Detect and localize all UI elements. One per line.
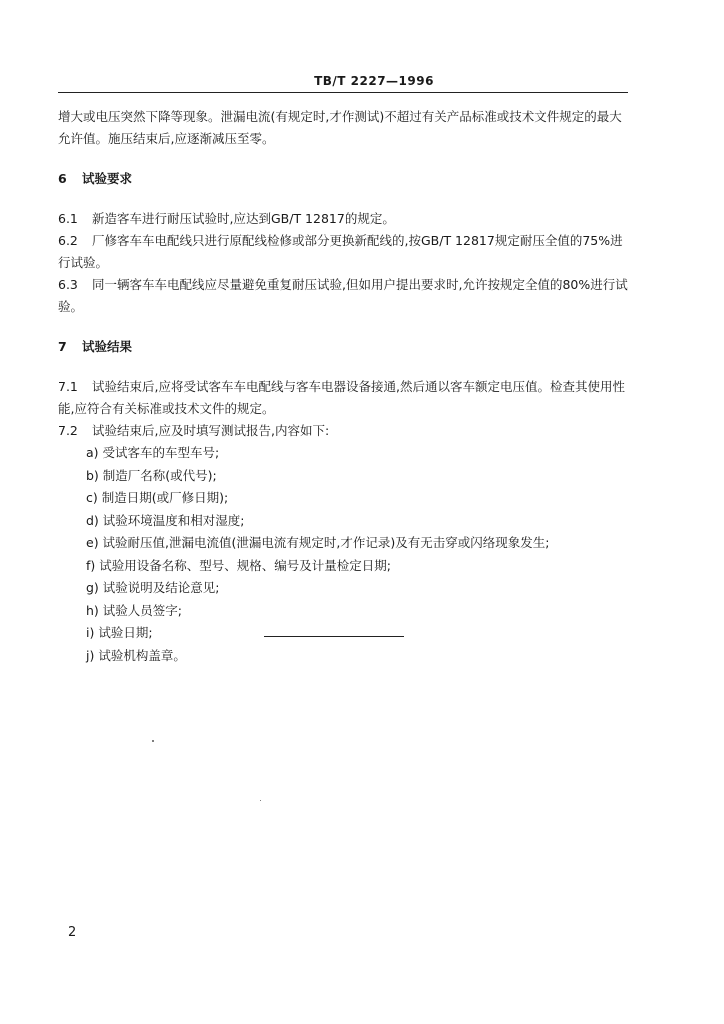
clause-number: 7.1 xyxy=(58,379,78,394)
clause-7-1 xyxy=(58,376,630,420)
scan-speck xyxy=(260,800,261,801)
list-item: c) 制造日期(或厂修日期); xyxy=(86,490,229,505)
scan-speck xyxy=(152,740,154,742)
list-item: i) 试验日期; xyxy=(86,625,153,640)
section-7-heading xyxy=(58,336,630,358)
report-items-list xyxy=(58,442,630,667)
section-6-heading xyxy=(58,168,630,190)
section-7-number: 7 xyxy=(58,339,67,354)
section-gap xyxy=(58,318,630,336)
list-item: e) 试验耐压值,泄漏电流值(泄漏电流有规定时,才作记录)及有无击穿或闪络现象发生; xyxy=(86,535,550,550)
page-number: 2 xyxy=(68,925,77,940)
clause-6-2 xyxy=(58,230,630,274)
list-item: j) 试验机构盖章。 xyxy=(86,647,186,663)
list-item: a) 受试客车的车型车号; xyxy=(86,445,220,460)
section-6-title: 试验要求 xyxy=(82,171,133,186)
header-divider xyxy=(58,92,628,93)
standard-code-header: TB/T 2227—1996 xyxy=(314,74,434,88)
list-item: b) 制造厂名称(或代号); xyxy=(86,467,217,483)
list-item: f) 试验用设备名称、型号、规格、编号及计量检定日期; xyxy=(86,557,391,573)
intro-paragraph: 增大或电压突然下降等现象。泄漏电流(有规定时,才作测试)不超过有关产品标准或技术文件规定的最大允许值。施压结束后,应逐渐减压至零。 xyxy=(58,109,622,146)
clause-text: 试验结束后,应将受试客车车电配线与客车电器设备接通,然后通以客车额定电压值。检查其使用性能,应符合有关标准或技术文件的规定。 xyxy=(58,379,625,416)
list-item: g) 试验说明及结论意见; xyxy=(86,580,220,595)
end-of-text-rule xyxy=(264,636,404,637)
section-7-title: 试验结果 xyxy=(82,339,133,354)
clause-number: 7.2 xyxy=(58,423,78,438)
clause-text: 厂修客车车电配线只进行原配线检修或部分更换新配线的,按GB/T 12817规定耐压全值的75%进行试验。 xyxy=(58,233,623,270)
clause-7-2 xyxy=(58,420,630,442)
clause-text: 试验结束后,应及时填写测试报告,内容如下: xyxy=(92,423,330,438)
section-6-number: 6 xyxy=(58,171,67,186)
document-body xyxy=(58,106,630,667)
clause-number: 6.1 xyxy=(58,211,78,226)
clause-text: 新造客车进行耐压试验时,应达到GB/T 12817的规定。 xyxy=(92,211,395,226)
clause-text: 同一辆客车车电配线应尽量避免重复耐压试验,但如用户提出要求时,允许按规定全值的80%进行试验。 xyxy=(58,277,628,314)
clause-number: 6.2 xyxy=(58,233,78,248)
list-item: d) 试验环境温度和相对湿度; xyxy=(86,512,245,528)
clause-6-3 xyxy=(58,274,630,318)
clause-number: 6.3 xyxy=(58,277,78,292)
list-item: h) 试验人员签字; xyxy=(86,602,182,618)
clause-6-1 xyxy=(58,208,630,230)
